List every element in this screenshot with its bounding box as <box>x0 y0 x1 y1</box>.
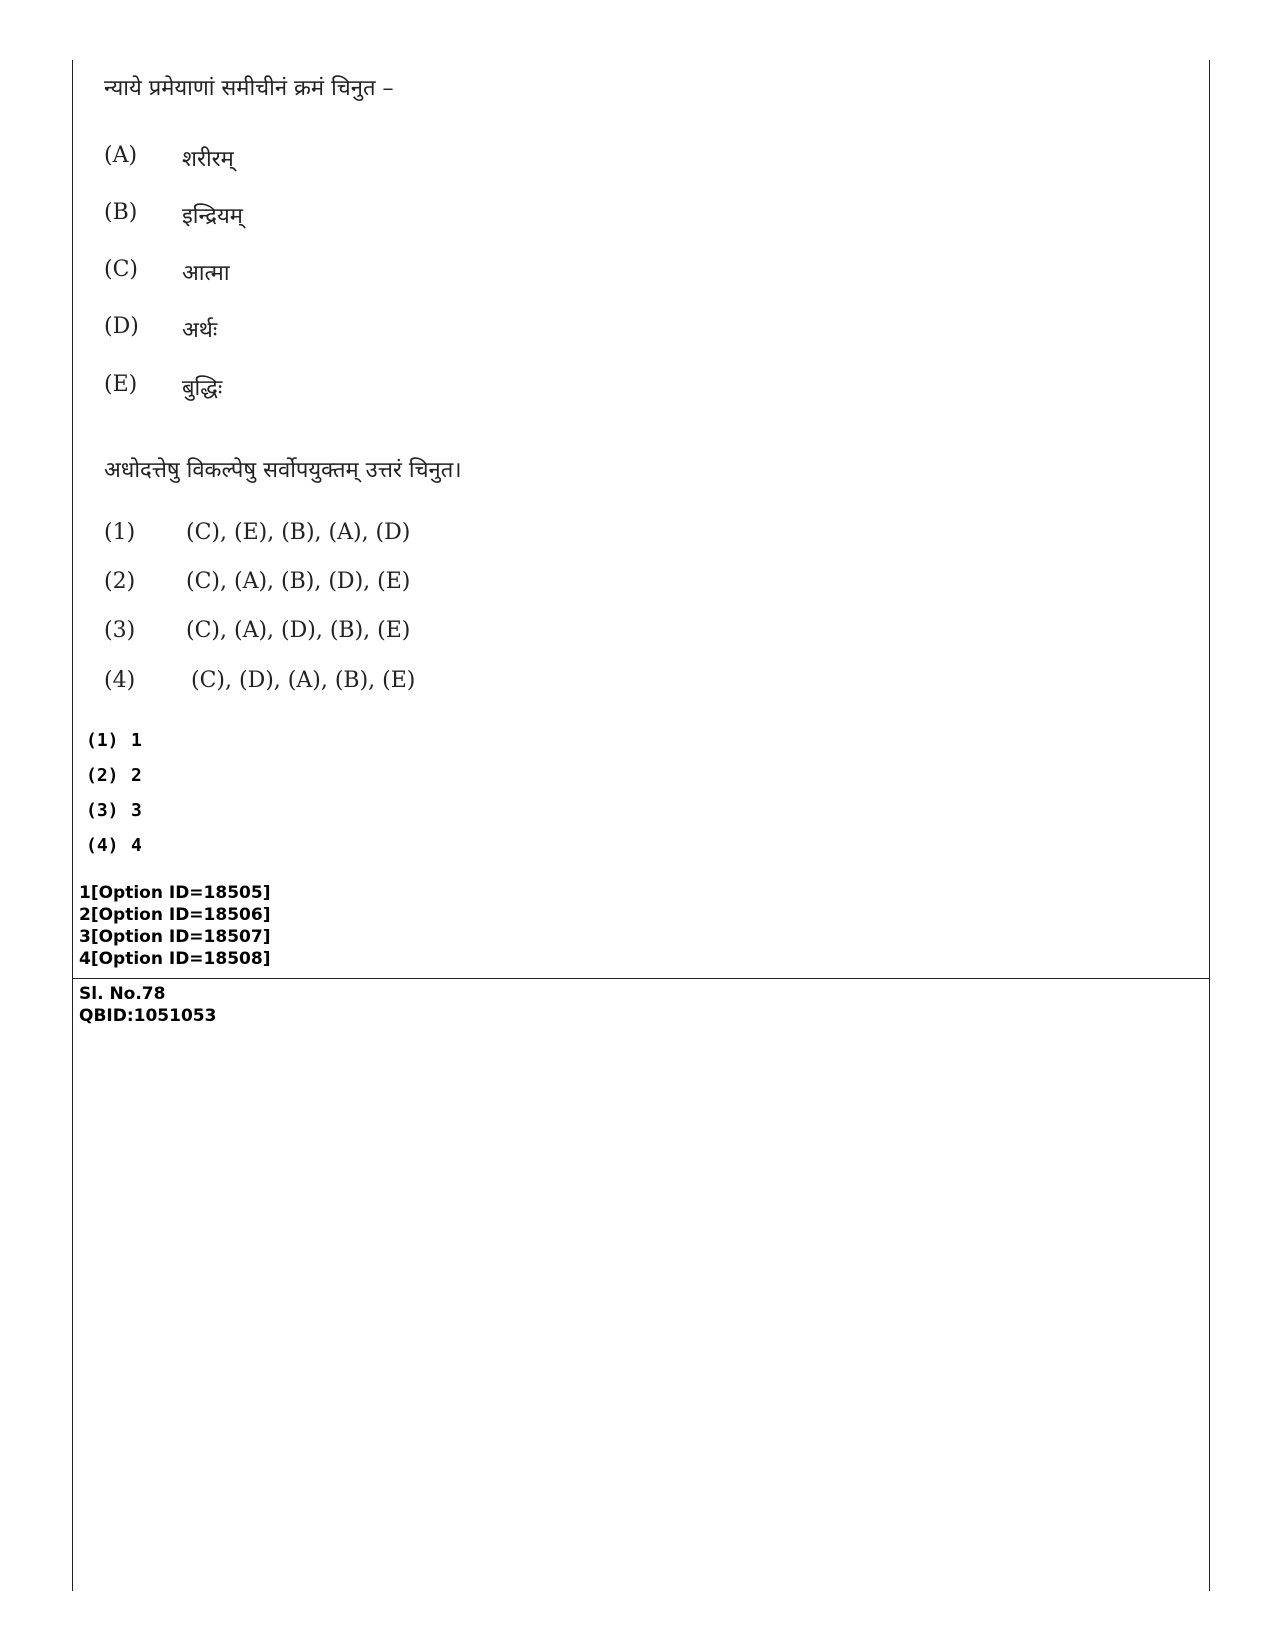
answer-text: (C), (A), (B), (D), (E) <box>186 569 411 594</box>
answer-choice-4 <box>104 668 415 693</box>
item-text: इन्द्रियम् <box>182 204 243 229</box>
right-border <box>1209 60 1210 1591</box>
answer-label: (4) <box>104 668 136 693</box>
answer-label: (2) <box>104 569 136 594</box>
option-label: (1) <box>86 730 119 751</box>
option-label: (2) <box>86 765 119 786</box>
item-label: (D) <box>104 314 139 339</box>
qbid: QBID:1051053 <box>79 1006 217 1026</box>
option-id: 1[Option ID=18505] <box>79 883 271 903</box>
item-e <box>104 372 222 402</box>
option-value: 1 <box>131 730 142 751</box>
option-2[interactable] <box>86 765 142 786</box>
question-divider <box>72 978 1210 979</box>
answer-text: (C), (E), (B), (A), (D) <box>186 520 411 545</box>
option-3[interactable] <box>86 800 142 821</box>
answer-choice-1 <box>104 520 410 545</box>
option-value: 2 <box>131 765 142 786</box>
option-id: 4[Option ID=18508] <box>79 949 271 969</box>
item-text: बुद्धिः <box>182 376 223 401</box>
option-1[interactable] <box>86 730 142 751</box>
answer-label: (1) <box>104 520 136 545</box>
option-id: 2[Option ID=18506] <box>79 905 271 925</box>
option-value: 4 <box>131 835 142 856</box>
serial-number: Sl. No.78 <box>79 984 166 1004</box>
item-label: (E) <box>104 372 138 397</box>
answer-label: (3) <box>104 618 136 643</box>
item-c <box>104 257 230 287</box>
answer-choice-3 <box>104 618 410 643</box>
option-4[interactable] <box>86 835 142 856</box>
item-text: अर्थः <box>182 318 218 343</box>
answer-text: (C), (D), (A), (B), (E) <box>191 668 416 693</box>
item-label: (A) <box>104 143 138 168</box>
option-label: (3) <box>86 800 119 821</box>
option-value: 3 <box>131 800 142 821</box>
item-a <box>104 143 234 173</box>
answer-text: (C), (A), (D), (B), (E) <box>186 618 411 643</box>
option-id: 3[Option ID=18507] <box>79 927 271 947</box>
item-label: (C) <box>104 257 138 282</box>
left-border <box>72 60 73 1591</box>
item-d <box>104 314 217 344</box>
option-label: (4) <box>86 835 119 856</box>
item-label: (B) <box>104 200 138 225</box>
item-text: आत्मा <box>182 261 230 286</box>
item-b <box>104 200 243 230</box>
option-id-list <box>79 882 270 970</box>
next-question-meta <box>79 983 216 1027</box>
answer-choice-2 <box>104 569 410 594</box>
item-text: शरीरम् <box>182 147 234 172</box>
question-instruction: अधोदत्तेषु विकल्पेषु सर्वोपयुक्तम् उत्तरं चिनुत। <box>104 458 462 483</box>
question-prompt: न्याये प्रमेयाणां समीचीनं क्रमं चिनुत – <box>104 76 394 101</box>
